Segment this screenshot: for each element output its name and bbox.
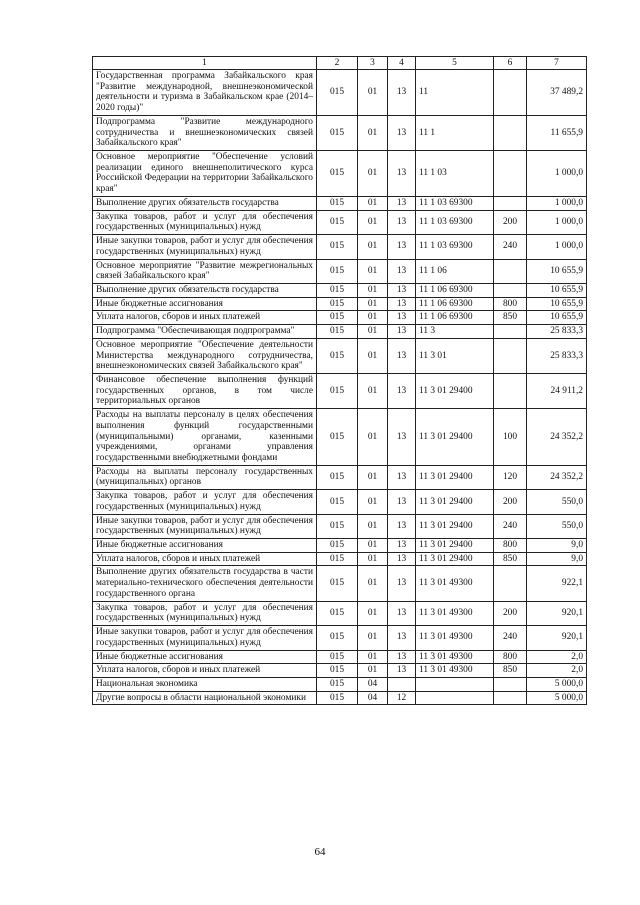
- subsection-cell: 13: [388, 311, 416, 325]
- section-cell: 01: [358, 311, 388, 325]
- grbs-cell: 015: [317, 566, 358, 601]
- row-name-cell: Основное мероприятие "Обеспечение условий реализации единого внешнеполитического курса Российской Федерации на территории Забайкальского края": [93, 151, 317, 197]
- subsection-cell: 13: [388, 297, 416, 311]
- row-name-cell: Основное мероприятие "Обеспечение деятельности Министерства международного сотрудничества, внешнеэкономических связей Забайкальского края": [93, 338, 317, 373]
- section-cell: 01: [358, 235, 388, 259]
- table-row: [93, 490, 587, 514]
- section-cell: 01: [358, 373, 388, 408]
- table-row: [93, 650, 587, 664]
- subsection-cell: 13: [388, 373, 416, 408]
- row-name-cell: Выполнение других обязательств государства: [93, 283, 317, 297]
- table-row: [93, 691, 587, 705]
- subsection-cell: 13: [388, 601, 416, 625]
- expense-type-cell: [494, 70, 527, 116]
- row-name-cell: Другие вопросы в области национальной экономики: [93, 691, 317, 705]
- expense-type-cell: [494, 677, 527, 691]
- target-article-cell: 11 1 06 69300: [416, 297, 494, 311]
- budget-table: [92, 56, 587, 705]
- section-cell: 01: [358, 664, 388, 678]
- section-cell: 01: [358, 650, 388, 664]
- subsection-cell: 13: [388, 514, 416, 538]
- amount-cell: 25 833,3: [527, 325, 587, 339]
- grbs-cell: 015: [317, 325, 358, 339]
- table-row: [93, 338, 587, 373]
- expense-type-cell: 800: [494, 539, 527, 553]
- grbs-cell: 015: [317, 259, 358, 283]
- subsection-cell: 13: [388, 259, 416, 283]
- expense-type-cell: [494, 338, 527, 373]
- subsection-cell: 13: [388, 664, 416, 678]
- row-name-cell: Закупка товаров, работ и услуг для обеспечения государственных (муниципальных) нужд: [93, 601, 317, 625]
- expense-type-cell: [494, 259, 527, 283]
- target-article-cell: 11 3 01 29400: [416, 539, 494, 553]
- target-article-cell: 11: [416, 70, 494, 116]
- amount-cell: 5 000,0: [527, 677, 587, 691]
- table-row: [93, 626, 587, 650]
- table-header-row: [93, 57, 587, 70]
- grbs-cell: 015: [317, 283, 358, 297]
- amount-cell: 37 489,2: [527, 70, 587, 116]
- target-article-cell: 11 3 01: [416, 338, 494, 373]
- target-article-cell: 11 1: [416, 115, 494, 150]
- section-cell: 01: [358, 465, 388, 489]
- section-cell: 04: [358, 691, 388, 705]
- target-article-cell: 11 1 06 69300: [416, 311, 494, 325]
- amount-cell: 10 655,9: [527, 311, 587, 325]
- table-row: [93, 552, 587, 566]
- grbs-cell: 015: [317, 514, 358, 538]
- header-cell: 2: [317, 57, 358, 70]
- subsection-cell: 13: [388, 196, 416, 210]
- subsection-cell: 13: [388, 490, 416, 514]
- table-row: [93, 514, 587, 538]
- expense-type-cell: [494, 566, 527, 601]
- grbs-cell: 015: [317, 539, 358, 553]
- target-article-cell: 11 1 06: [416, 259, 494, 283]
- table-row: [93, 677, 587, 691]
- amount-cell: 24 352,2: [527, 465, 587, 489]
- subsection-cell: 13: [388, 552, 416, 566]
- grbs-cell: 015: [317, 626, 358, 650]
- row-name-cell: Национальная экономика: [93, 677, 317, 691]
- amount-cell: 550,0: [527, 490, 587, 514]
- expense-type-cell: 800: [494, 297, 527, 311]
- header-cell: 6: [494, 57, 527, 70]
- table-row: [93, 283, 587, 297]
- subsection-cell: [388, 677, 416, 691]
- target-article-cell: 11 3 01 29400: [416, 409, 494, 466]
- subsection-cell: 13: [388, 70, 416, 116]
- grbs-cell: 015: [317, 490, 358, 514]
- target-article-cell: 11 1 03 69300: [416, 196, 494, 210]
- section-cell: 01: [358, 151, 388, 197]
- subsection-cell: 13: [388, 539, 416, 553]
- subsection-cell: 13: [388, 115, 416, 150]
- section-cell: 01: [358, 259, 388, 283]
- row-name-cell: Подпрограмма "Обеспечивающая подпрограмма": [93, 325, 317, 339]
- amount-cell: 10 655,9: [527, 259, 587, 283]
- table-row: [93, 115, 587, 150]
- row-name-cell: Уплата налогов, сборов и иных платежей: [93, 311, 317, 325]
- expense-type-cell: 200: [494, 210, 527, 234]
- section-cell: 01: [358, 297, 388, 311]
- grbs-cell: 015: [317, 151, 358, 197]
- row-name-cell: Расходы на выплаты персоналу в целях обеспечения выполнения функций государственными (муниципальными) органами, казенными учреждениями, органами управления государственными внебюджетными фондами: [93, 409, 317, 466]
- expense-type-cell: 200: [494, 601, 527, 625]
- grbs-cell: 015: [317, 650, 358, 664]
- grbs-cell: 015: [317, 70, 358, 116]
- row-name-cell: Уплата налогов, сборов и иных платежей: [93, 552, 317, 566]
- grbs-cell: 015: [317, 677, 358, 691]
- grbs-cell: 015: [317, 235, 358, 259]
- expense-type-cell: 200: [494, 490, 527, 514]
- header-cell: 3: [358, 57, 388, 70]
- expense-type-cell: 240: [494, 626, 527, 650]
- section-cell: 01: [358, 601, 388, 625]
- subsection-cell: 12: [388, 691, 416, 705]
- row-name-cell: Подпрограмма "Развитие международного сотрудничества и внешнеэкономических связей Забайкальского края": [93, 115, 317, 150]
- expense-type-cell: [494, 196, 527, 210]
- table-row: [93, 465, 587, 489]
- target-article-cell: 11 3 01 29400: [416, 514, 494, 538]
- amount-cell: 1 000,0: [527, 196, 587, 210]
- table-row: [93, 373, 587, 408]
- subsection-cell: 13: [388, 210, 416, 234]
- table-row: [93, 259, 587, 283]
- amount-cell: 922,1: [527, 566, 587, 601]
- amount-cell: 11 655,9: [527, 115, 587, 150]
- grbs-cell: 015: [317, 465, 358, 489]
- row-name-cell: Иные закупки товаров, работ и услуг для обеспечения государственных (муниципальных) нужд: [93, 626, 317, 650]
- subsection-cell: 13: [388, 409, 416, 466]
- amount-cell: 9,0: [527, 539, 587, 553]
- expense-type-cell: 240: [494, 514, 527, 538]
- target-article-cell: 11 1 03 69300: [416, 210, 494, 234]
- amount-cell: 920,1: [527, 601, 587, 625]
- target-article-cell: 11 3 01 49300: [416, 650, 494, 664]
- table-row: [93, 325, 587, 339]
- table-row: [93, 210, 587, 234]
- row-name-cell: Закупка товаров, работ и услуг для обеспечения государственных (муниципальных) нужд: [93, 210, 317, 234]
- amount-cell: 25 833,3: [527, 338, 587, 373]
- subsection-cell: 13: [388, 566, 416, 601]
- table-row: [93, 311, 587, 325]
- amount-cell: 920,1: [527, 626, 587, 650]
- grbs-cell: 015: [317, 664, 358, 678]
- subsection-cell: 13: [388, 151, 416, 197]
- grbs-cell: 015: [317, 338, 358, 373]
- header-cell: 7: [527, 57, 587, 70]
- target-article-cell: 11 1 03: [416, 151, 494, 197]
- expense-type-cell: [494, 283, 527, 297]
- subsection-cell: 13: [388, 283, 416, 297]
- amount-cell: 2,0: [527, 664, 587, 678]
- grbs-cell: 015: [317, 601, 358, 625]
- row-name-cell: Уплата налогов, сборов и иных платежей: [93, 664, 317, 678]
- row-name-cell: Иные бюджетные ассигнования: [93, 650, 317, 664]
- row-name-cell: Иные бюджетные ассигнования: [93, 539, 317, 553]
- subsection-cell: 13: [388, 650, 416, 664]
- row-name-cell: Выполнение других обязательств государства: [93, 196, 317, 210]
- target-article-cell: 11 3 01 29400: [416, 490, 494, 514]
- table-row: [93, 297, 587, 311]
- expense-type-cell: 850: [494, 552, 527, 566]
- subsection-cell: 13: [388, 235, 416, 259]
- row-name-cell: Иные бюджетные ассигнования: [93, 297, 317, 311]
- target-article-cell: 11 1 06 69300: [416, 283, 494, 297]
- table-row: [93, 664, 587, 678]
- subsection-cell: 13: [388, 325, 416, 339]
- table-row: [93, 566, 587, 601]
- subsection-cell: 13: [388, 465, 416, 489]
- section-cell: 01: [358, 626, 388, 650]
- grbs-cell: 015: [317, 409, 358, 466]
- target-article-cell: 11 3 01 49300: [416, 664, 494, 678]
- amount-cell: 5 000,0: [527, 691, 587, 705]
- section-cell: 04: [358, 677, 388, 691]
- table-row: [93, 409, 587, 466]
- table-row: [93, 539, 587, 553]
- header-cell: 5: [416, 57, 494, 70]
- row-name-cell: Государственная программа Забайкальского края "Развитие международной, внешнеэкономической деятельности и туризма в Забайкальском крае (2014–2020 годы)": [93, 70, 317, 116]
- expense-type-cell: [494, 151, 527, 197]
- target-article-cell: 11 3 01 49300: [416, 626, 494, 650]
- target-article-cell: 11 3 01 29400: [416, 465, 494, 489]
- expense-type-cell: 800: [494, 650, 527, 664]
- amount-cell: 24 911,2: [527, 373, 587, 408]
- amount-cell: 1 000,0: [527, 235, 587, 259]
- section-cell: 01: [358, 70, 388, 116]
- expense-type-cell: [494, 325, 527, 339]
- page-number: 64: [314, 846, 326, 858]
- row-name-cell: Иные закупки товаров, работ и услуг для обеспечения государственных (муниципальных) нужд: [93, 235, 317, 259]
- table-row: [93, 151, 587, 197]
- grbs-cell: 015: [317, 311, 358, 325]
- row-name-cell: Закупка товаров, работ и услуг для обеспечения государственных (муниципальных) нужд: [93, 490, 317, 514]
- amount-cell: 1 000,0: [527, 151, 587, 197]
- amount-cell: 10 655,9: [527, 297, 587, 311]
- target-article-cell: 11 3 01 29400: [416, 552, 494, 566]
- section-cell: 01: [358, 325, 388, 339]
- amount-cell: 2,0: [527, 650, 587, 664]
- target-article-cell: [416, 677, 494, 691]
- expense-type-cell: [494, 691, 527, 705]
- expense-type-cell: 240: [494, 235, 527, 259]
- expense-type-cell: 850: [494, 311, 527, 325]
- grbs-cell: 015: [317, 210, 358, 234]
- target-article-cell: 11 3 01 49300: [416, 566, 494, 601]
- header-cell: 4: [388, 57, 416, 70]
- row-name-cell: Выполнение других обязательств государства в части материально-технического обеспечения деятельности государственного органа: [93, 566, 317, 601]
- table-row: [93, 601, 587, 625]
- table-row: [93, 70, 587, 116]
- header-cell: 1: [93, 57, 317, 70]
- amount-cell: 10 655,9: [527, 283, 587, 297]
- section-cell: 01: [358, 539, 388, 553]
- amount-cell: 1 000,0: [527, 210, 587, 234]
- section-cell: 01: [358, 490, 388, 514]
- target-article-cell: 11 3: [416, 325, 494, 339]
- section-cell: 01: [358, 566, 388, 601]
- grbs-cell: 015: [317, 196, 358, 210]
- section-cell: 01: [358, 338, 388, 373]
- target-article-cell: 11 3 01 29400: [416, 373, 494, 408]
- target-article-cell: 11 3 01 49300: [416, 601, 494, 625]
- table-row: [93, 235, 587, 259]
- target-article-cell: [416, 691, 494, 705]
- section-cell: 01: [358, 514, 388, 538]
- subsection-cell: 13: [388, 626, 416, 650]
- grbs-cell: 015: [317, 552, 358, 566]
- table-row: [93, 196, 587, 210]
- grbs-cell: 015: [317, 691, 358, 705]
- section-cell: 01: [358, 210, 388, 234]
- grbs-cell: 015: [317, 115, 358, 150]
- row-name-cell: Финансовое обеспечение выполнения функций государственных органов, в том числе территориальных органов: [93, 373, 317, 408]
- subsection-cell: 13: [388, 338, 416, 373]
- expense-type-cell: 120: [494, 465, 527, 489]
- target-article-cell: 11 1 03 69300: [416, 235, 494, 259]
- expense-type-cell: [494, 373, 527, 408]
- amount-cell: 9,0: [527, 552, 587, 566]
- grbs-cell: 015: [317, 373, 358, 408]
- section-cell: 01: [358, 552, 388, 566]
- table-body: [93, 57, 587, 705]
- amount-cell: 550,0: [527, 514, 587, 538]
- grbs-cell: 015: [317, 297, 358, 311]
- amount-cell: 24 352,2: [527, 409, 587, 466]
- expense-type-cell: 850: [494, 664, 527, 678]
- row-name-cell: Расходы на выплаты персоналу государственных (муниципальных) органов: [93, 465, 317, 489]
- row-name-cell: Основное мероприятие "Развитие межрегиональных связей Забайкальского края": [93, 259, 317, 283]
- section-cell: 01: [358, 115, 388, 150]
- row-name-cell: Иные закупки товаров, работ и услуг для обеспечения государственных (муниципальных) нужд: [93, 514, 317, 538]
- expense-type-cell: [494, 115, 527, 150]
- section-cell: 01: [358, 283, 388, 297]
- section-cell: 01: [358, 196, 388, 210]
- expense-type-cell: 100: [494, 409, 527, 466]
- section-cell: 01: [358, 409, 388, 466]
